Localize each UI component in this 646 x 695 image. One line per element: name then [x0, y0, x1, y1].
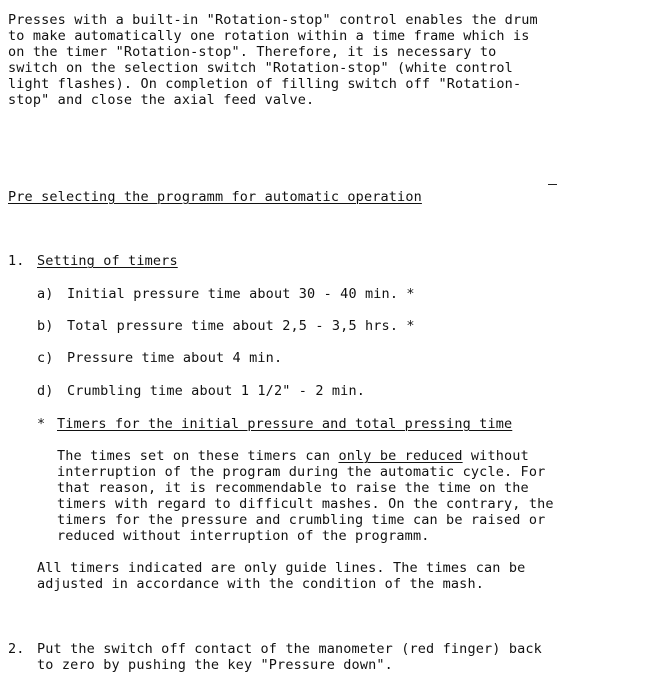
timer-item-d-label: d) — [37, 383, 54, 399]
note-line-3: that reason, it is recommendable to raise the time on the — [57, 480, 529, 496]
general-line-1: All timers indicated are only guide lines. The times can be — [37, 560, 526, 576]
timer-item-c-text: Pressure time about 4 min. — [67, 350, 283, 366]
intro-line-4: switch on the selection switch "Rotation-stop" (white control — [8, 60, 513, 76]
step-2-number: 2. — [8, 641, 25, 657]
note-line-2: interruption of the program during the automatic cycle. For — [57, 464, 546, 480]
timer-item-a-label: a) — [37, 286, 54, 302]
note-line-6: reduced without interruption of the programm. — [57, 528, 430, 544]
intro-line-3: on the timer "Rotation-stop". Therefore, it is necessary to — [8, 44, 497, 60]
section-heading: Pre selecting the programm for automatic operation — [8, 189, 422, 205]
timer-item-c-label: c) — [37, 350, 54, 366]
margin-mark — [548, 184, 557, 185]
timer-item-d-text: Crumbling time about 1 1/2" - 2 min. — [67, 383, 365, 399]
timer-item-a-text: Initial pressure time about 30 - 40 min. * — [67, 286, 415, 302]
note-line-1-start: The times set on these timers can — [57, 448, 339, 464]
note-title: Timers for the initial pressure and total pressing time — [57, 416, 513, 432]
step-1-number: 1. — [8, 253, 25, 269]
note-marker: * — [37, 416, 46, 432]
intro-line-6: stop" and close the axial feed valve. — [8, 92, 315, 108]
step-2-line-1: Put the switch off contact of the manometer (red finger) back — [37, 641, 542, 657]
note-line-1-end: without — [462, 448, 529, 464]
step-1-title: Setting of timers — [37, 253, 178, 269]
intro-line-5: light flashes). On completion of filling switch off "Rotation- — [8, 76, 522, 92]
note-line-4: timers with regard to difficult mashes. On the contrary, the — [57, 496, 554, 512]
note-line-1 — [57, 448, 529, 464]
general-line-2: adjusted in accordance with the condition of the mash. — [37, 576, 484, 592]
timer-item-b-label: b) — [37, 318, 54, 334]
timer-item-b-text: Total pressure time about 2,5 - 3,5 hrs. * — [67, 318, 415, 334]
intro-line-1: Presses with a built-in "Rotation-stop" control enables the drum — [8, 12, 538, 28]
note-emphasis: only be reduced — [338, 448, 463, 464]
intro-line-2: to make automatically one rotation within a time frame which is — [8, 28, 530, 44]
step-2-line-2: to zero by pushing the key "Pressure down". — [37, 657, 393, 673]
note-line-5: timers for the pressure and crumbling time can be raised or — [57, 512, 546, 528]
